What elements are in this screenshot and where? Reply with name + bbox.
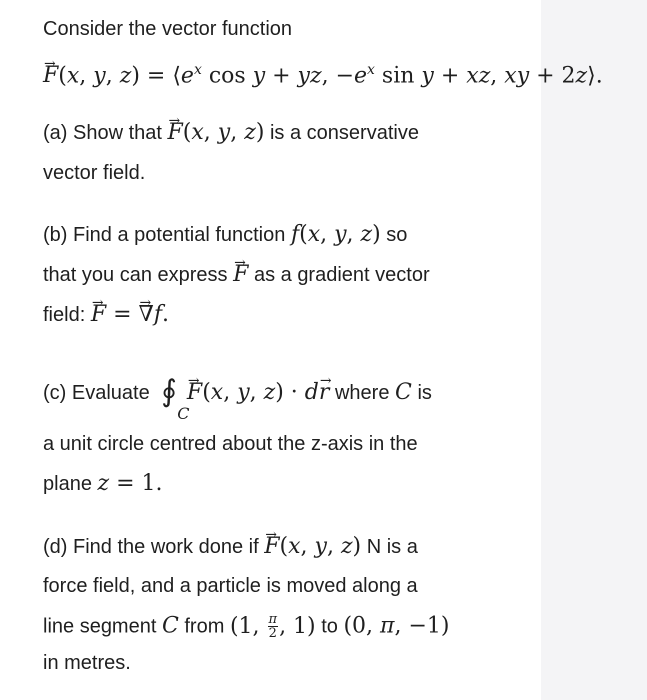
part-b-line-1: (b) Find a potential function f(x, y, z) so bbox=[43, 222, 408, 247]
part-d-line-2: force field, and a particle is moved along a bbox=[43, 575, 418, 597]
part-a-line-1: (a) Show that → F(x, y, z) is a conservative bbox=[43, 121, 419, 145]
right-background-strip bbox=[541, 0, 647, 700]
intro-text: Consider the vector function bbox=[43, 18, 293, 40]
part-c-line-3: plane z = 1. bbox=[43, 471, 163, 496]
vector-function-equation: → F(x, y, $z) = ⟨e^x$ cos y + yz, $-e^x$ sin y + xz, xy + 2z⟩. bbox=[43, 58, 603, 88]
part-c-line-1: (c) Evaluate ∮ C → F(x, y, z) · d→ r where C is bbox=[43, 378, 432, 405]
contour-integral-symbol: ∮ C bbox=[161, 374, 190, 423]
part-c-line-2: a unit circle centred about the z-axis in the bbox=[43, 433, 418, 455]
part-d-line-4: in metres. bbox=[43, 652, 131, 674]
part-d-line-1: (d) Find the work done if → F(x, y, z) N is a bbox=[43, 535, 418, 559]
part-d-line-3: line segment C from (1, $\frac{\pi}{2}$ , 1) to (0, π, −1) bbox=[43, 612, 450, 641]
part-b-line-3: field: → F = → ∇f. bbox=[43, 303, 169, 327]
part-b-line-2: that you can express → F as a gradient vector bbox=[43, 263, 430, 287]
part-a-line-2: vector field. bbox=[43, 162, 146, 184]
